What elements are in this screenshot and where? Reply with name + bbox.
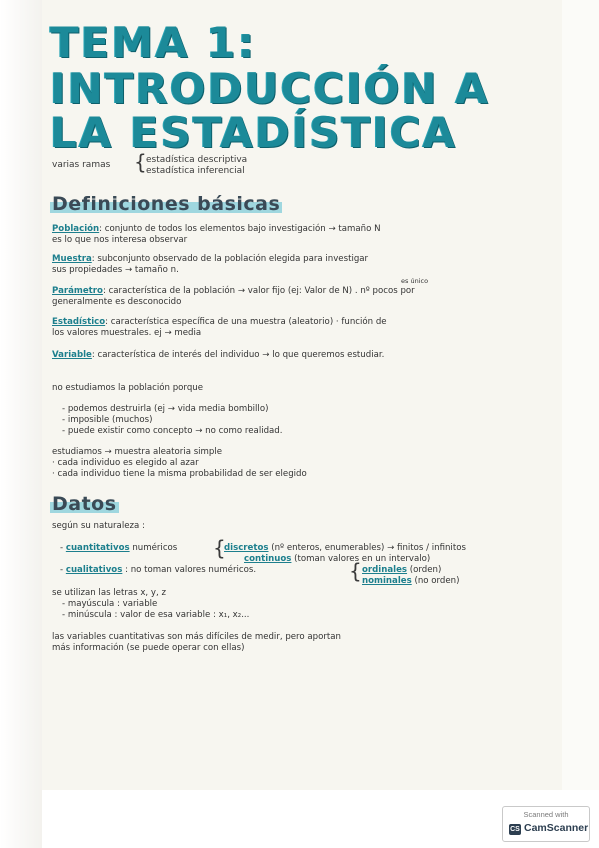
section-heading-datos — [50, 493, 119, 515]
reason-2: - imposible (muchos) — [62, 415, 153, 425]
brace-icon: { — [213, 536, 226, 560]
term-ordinales: ordinales — [362, 565, 408, 575]
sampling-3: · cada individuo tiene la misma probabilidad de ser elegido — [52, 469, 307, 479]
brace-icon: { — [349, 559, 362, 583]
term-poblacion: Población — [52, 224, 100, 234]
reasons-intro: no estudiamos la población porque — [52, 383, 204, 393]
datos-nominales-text: (no orden) — [414, 576, 460, 586]
intro-right-1: estadística descriptiva — [146, 155, 248, 165]
section-heading-definiciones — [50, 193, 282, 215]
def-parametro-2: generalmente es desconocido — [52, 297, 182, 307]
datos-cuantitativos: - cuantitativos numéricos — [60, 543, 178, 553]
title-line-3: LA ESTADÍSTICA — [50, 108, 458, 157]
page-left-margin — [0, 0, 42, 848]
camscanner-watermark — [502, 806, 590, 842]
reason-1: - podemos destruirla (ej → vida media bombillo) — [62, 404, 269, 414]
stamp-brand: CamScanner — [524, 822, 589, 834]
def-estadistico-2: los valores muestrales. ej → media — [52, 328, 202, 338]
term-discretos: discretos — [224, 543, 269, 553]
sampling-2: · cada individuo es elegido al azar — [52, 458, 199, 468]
datos-continuos — [244, 554, 430, 564]
datos-final-2: más información (se puede operar con ellas) — [52, 643, 245, 653]
datos-continuos-text: (toman valores en un intervalo) — [294, 554, 431, 564]
def-poblacion-2: es lo que nos interesa observar — [52, 235, 188, 245]
def-parametro-note: es único — [401, 277, 429, 285]
def-parametro-text: : característica de la población → valor fijo (ej: Valor de N) . nº pocos por — [102, 286, 415, 296]
datos-ordinales-text: (orden) — [409, 565, 442, 575]
term-muestra: Muestra — [52, 254, 92, 264]
term-cuantitativos: cuantitativos — [65, 543, 130, 553]
def-muestra-2: sus propiedades → tamaño n. — [52, 265, 179, 275]
datos-discretos — [224, 543, 466, 553]
def-estadistico — [52, 317, 387, 327]
brace-icon: { — [134, 150, 147, 174]
datos-letras: se utilizan las letras x, y, z — [52, 588, 166, 598]
def-muestra — [52, 254, 368, 264]
term-estadistico: Estadístico — [52, 317, 106, 327]
term-nominales: nominales — [362, 576, 412, 586]
camscanner-logo-icon: CS — [510, 826, 520, 833]
def-poblacion — [52, 224, 381, 234]
reason-3: - puede existir como concepto → no como realidad. — [62, 426, 283, 436]
def-estadistico-text: : característica específica de una muestra (aleatorio) · función de — [105, 317, 387, 327]
stamp-caption: Scanned with — [523, 810, 569, 819]
term-parametro: Parámetro — [52, 286, 103, 296]
section-heading-datos-text: Datos — [52, 493, 117, 515]
datos-cuantitativos-text: numéricos — [132, 543, 178, 553]
datos-discretos-text: (nº enteros, enumerables) → finitos / infinitos — [271, 543, 466, 553]
datos-cualitativos-text: : no toman valores numéricos. — [125, 565, 257, 575]
datos-nominales — [362, 576, 459, 586]
term-continuos: continuos — [244, 554, 292, 564]
def-muestra-text: : subconjunto observado de la población elegida para investigar — [91, 254, 369, 264]
section-heading-definiciones-text: Definiciones básicas — [52, 193, 281, 215]
datos-segun: según su naturaleza : — [52, 521, 145, 531]
term-cualitativos: cualitativos — [65, 565, 123, 575]
title-line-1: TEMA 1: — [50, 18, 257, 67]
def-variable-text: : característica de interés del individuo → lo que queremos estudiar. — [91, 350, 385, 360]
intro-right-2: estadística inferencial — [146, 166, 245, 176]
datos-mayuscula: - mayúscula : variable — [62, 599, 158, 609]
datos-minuscula: - minúscula : valor de esa variable : x₁, x₂... — [62, 610, 250, 620]
def-variable — [52, 350, 384, 360]
datos-final-1: las variables cuantitativas son más difíciles de medir, pero aportan — [52, 632, 341, 642]
def-poblacion-text: : conjunto de todos los elementos bajo investigación → tamaño N — [99, 224, 381, 234]
datos-cualitativos: - cualitativos : no toman valores numéricos. — [60, 565, 257, 575]
intro-left: varias ramas — [52, 160, 111, 170]
datos-ordinales — [362, 565, 441, 575]
term-variable: Variable — [52, 350, 92, 360]
title-line-2: INTRODUCCIÓN A — [50, 64, 490, 113]
def-parametro — [52, 286, 415, 296]
sampling-1: estudiamos → muestra aleatoria simple — [52, 447, 223, 457]
